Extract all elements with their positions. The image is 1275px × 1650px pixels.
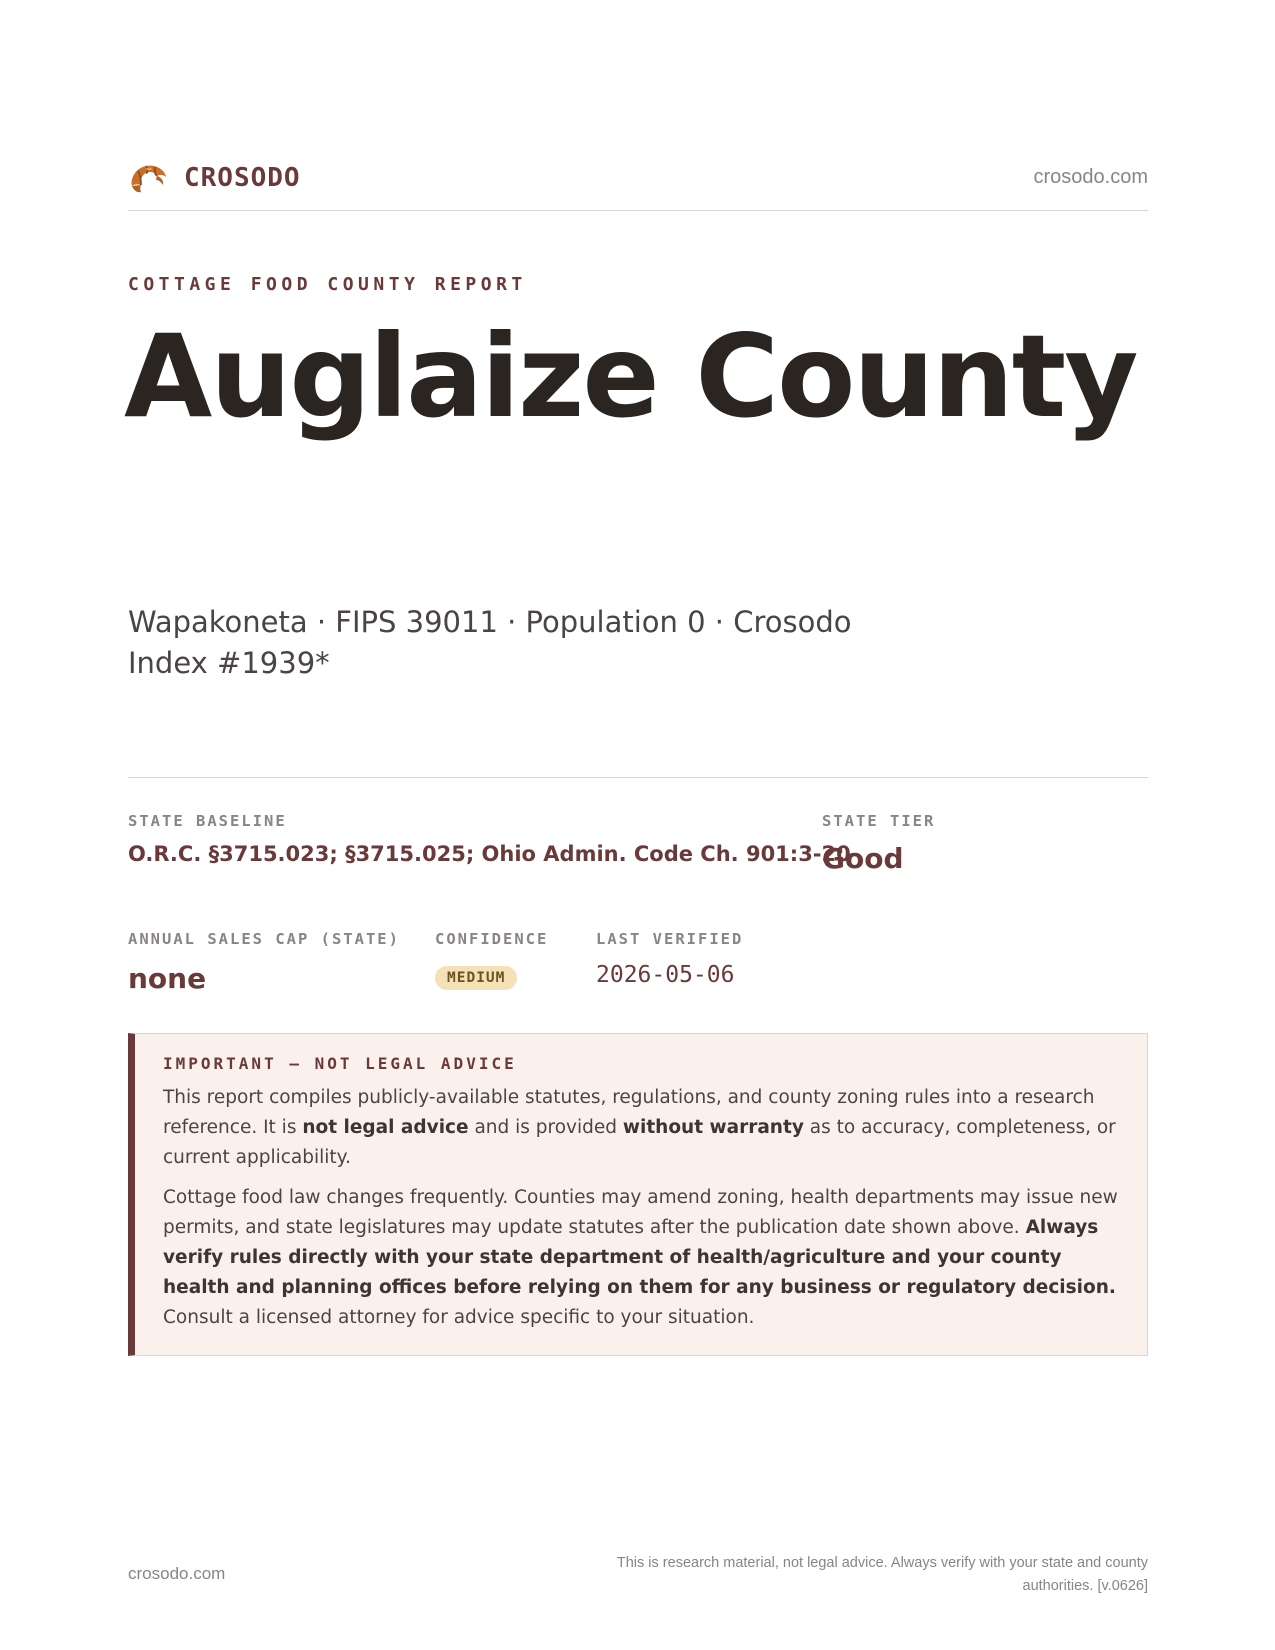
report-page [124, 0, 1148, 1650]
state-tier-field [822, 812, 935, 875]
state-baseline-field [128, 812, 851, 866]
notice-paragraph-2: Cottage food law changes frequently. Counties may amend zoning, health departments may issue new permits, and state legislatures may update statutes after the publication date shown above. Always verify rules directly with your state department of health/agriculture and your county health and planning offices before relying on them for any business or regulatory decision. Consult a licensed attorney for advice specific to your situation. [163, 1187, 1118, 1328]
footer-site-url[interactable]: crosodo.com [128, 1564, 226, 1583]
last-verified-field [596, 930, 743, 988]
sales-cap-value: none [128, 962, 207, 995]
confidence-badge: MEDIUM [435, 966, 517, 990]
page-header [128, 158, 1148, 211]
state-tier-value: Good [822, 842, 904, 875]
sales-cap-label: ANNUAL SALES CAP (STATE) [128, 930, 400, 948]
sales-cap-field [128, 930, 400, 995]
state-baseline-value: O.R.C. §3715.023; §3715.025; Ohio Admin. Code Ch. 901:3-20 [128, 842, 851, 866]
page-title: Auglaize County [124, 310, 1137, 443]
confidence-field [435, 930, 548, 990]
notice-title: IMPORTANT — NOT LEGAL ADVICE [163, 1054, 517, 1073]
notice-paragraph-1: This report compiles publicly-available statutes, regulations, and county zoning rules into a research reference. It is not legal advice and is provided without warranty as to accuracy, completeness, or current applicability. [163, 1087, 1116, 1168]
legal-notice [128, 1033, 1148, 1356]
last-verified-value: 2026-05-06 [596, 962, 735, 988]
state-tier-label: STATE TIER [822, 812, 936, 830]
report-eyebrow: COTTAGE FOOD COUNTY REPORT [128, 274, 527, 295]
croissant-icon [128, 160, 168, 196]
site-url[interactable]: crosodo.com [1033, 166, 1148, 188]
report-subtitle: Wapakoneta · FIPS 39011 · Population 0 · Crosodo Index #1939* [128, 605, 852, 680]
state-baseline-label: STATE BASELINE [128, 812, 287, 830]
footer-disclaimer: This is research material, not legal advice. Always verify with your state and county authorities. [v.0626] [616, 1555, 1148, 1594]
section-divider [128, 777, 1148, 778]
last-verified-label: LAST VERIFIED [596, 930, 744, 948]
brand [128, 160, 301, 196]
confidence-label: CONFIDENCE [435, 930, 549, 948]
brand-name: CROSODO [184, 163, 301, 193]
